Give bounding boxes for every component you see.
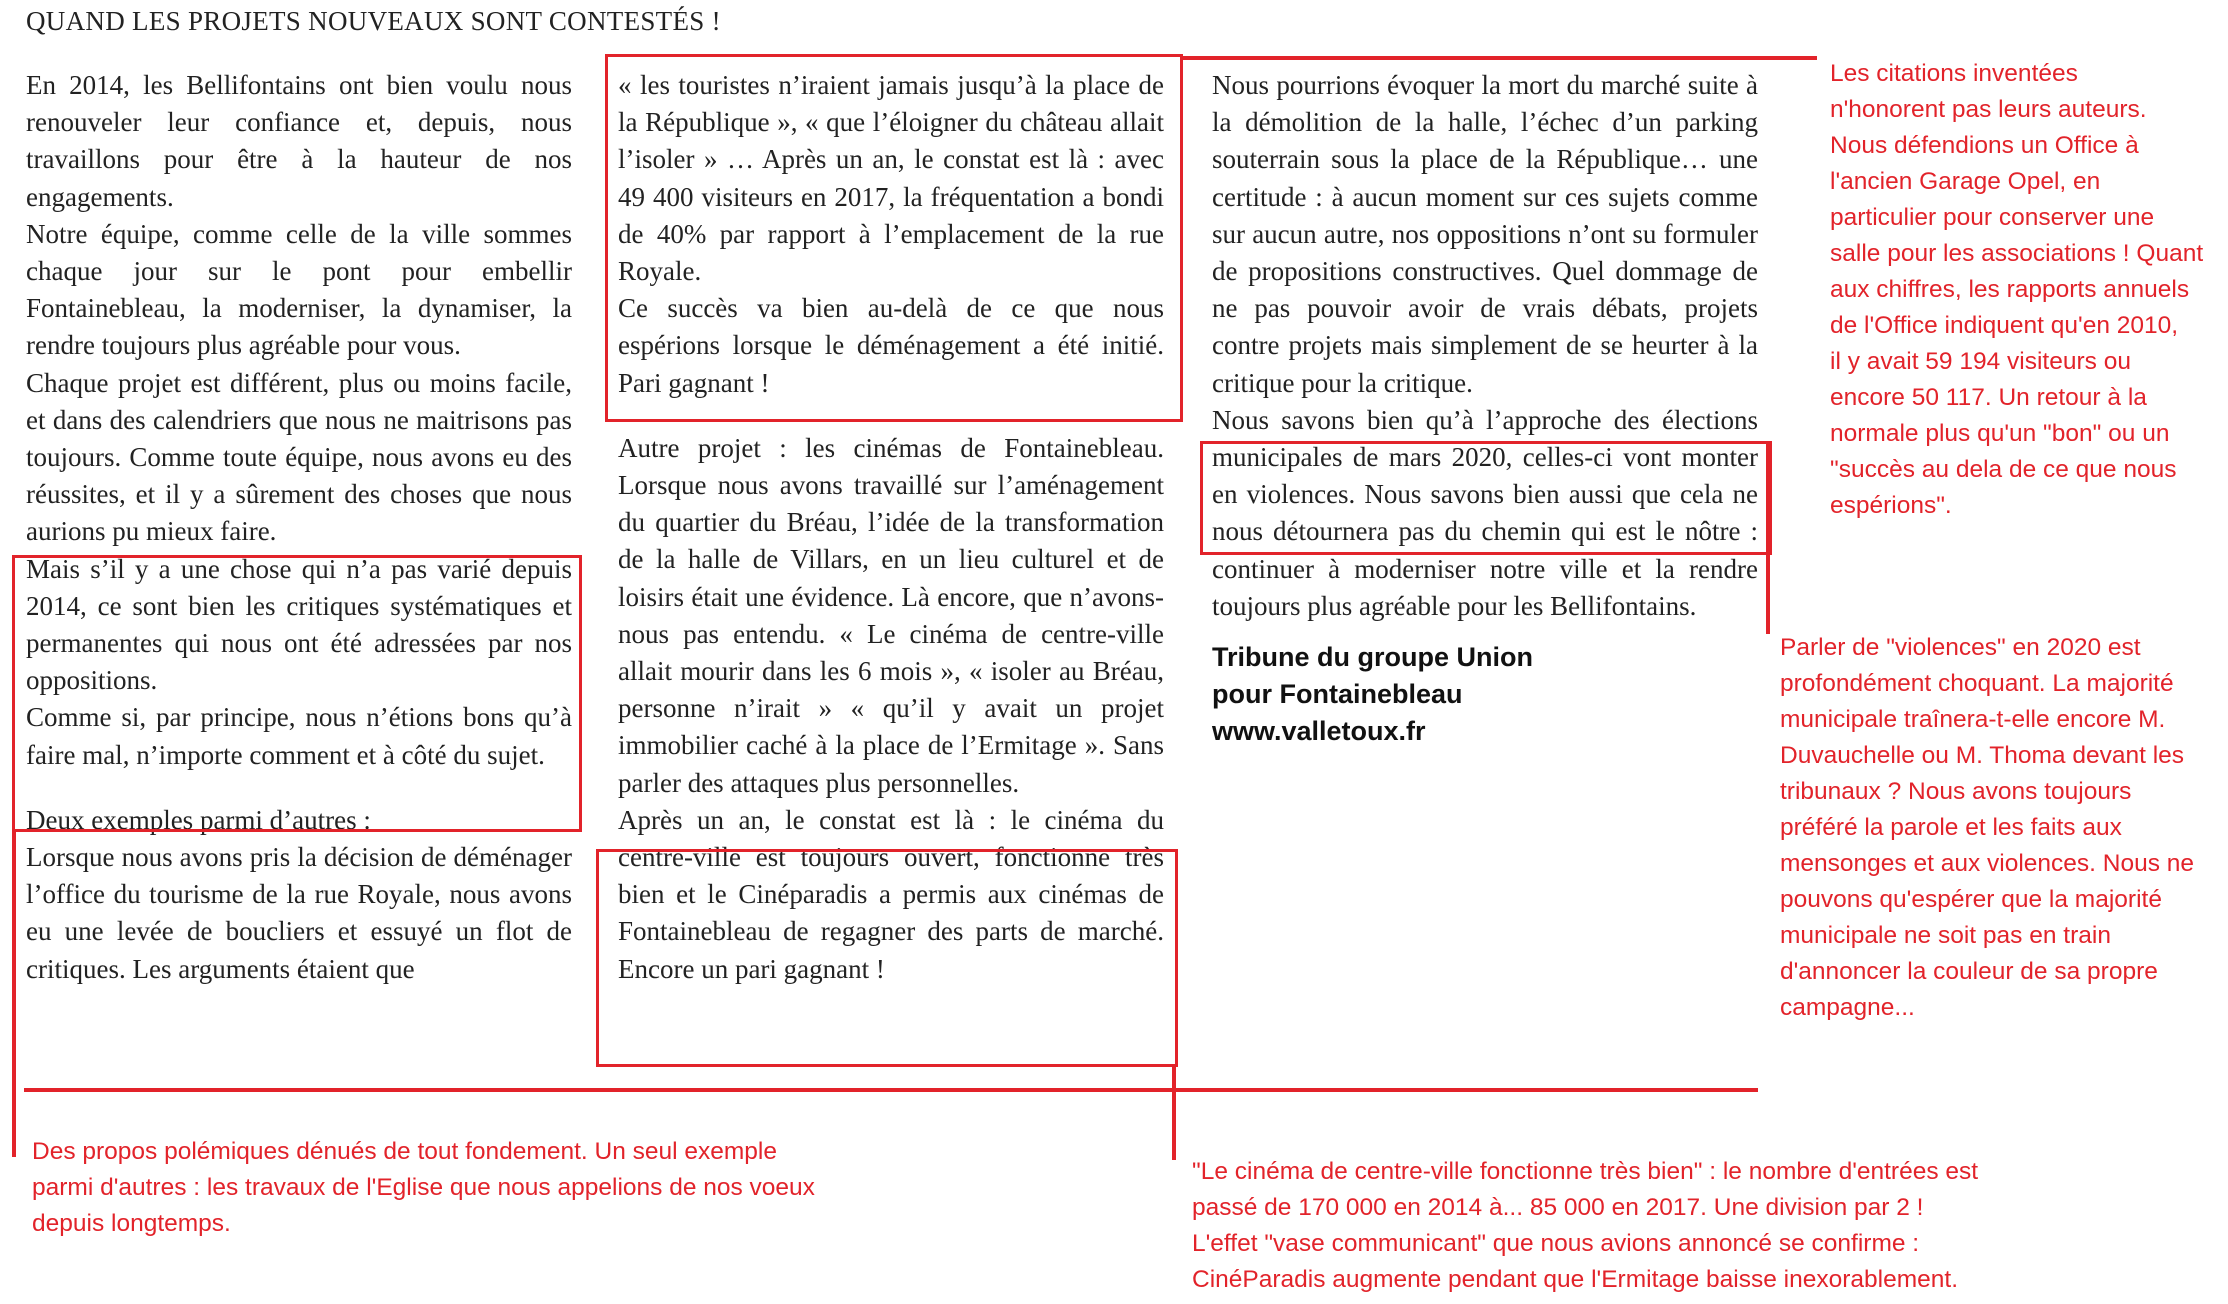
column-1 bbox=[26, 67, 572, 988]
col2-paragraph-2: Ce succès va bien au-delà de ce que nous espérions lorsque le déménagement a été initié. Pari gagnant ! bbox=[618, 293, 1164, 398]
signature-block bbox=[1212, 639, 1758, 750]
separator-line-bottom bbox=[24, 1088, 1758, 1092]
signature-website: www.valletoux.fr bbox=[1212, 716, 1426, 747]
col2-paragraph-1: « les touristes n’iraient jamais jusqu’à la place de la République », « que l’éloigner du château allait l’isoler » … Après un an, le constat est là : avec 49 400 visiteurs en 2017, la fréquentation a bondi de 40% par rapport à l’emplacement de la rue Royale. bbox=[618, 70, 1164, 287]
connector-line-left-vertical bbox=[12, 830, 16, 1157]
col1-paragraph-4: Mais s’il y a une chose qui n’a pas varié depuis 2014, ce sont bien les critiques systématiques et permanentes qui nous ont été adressées par nos oppositions. bbox=[26, 553, 572, 696]
connector-line-cinema bbox=[1172, 1065, 1176, 1160]
article-title: QUAND LES PROJETS NOUVEAUX SONT CONTESTÉS ! bbox=[26, 6, 721, 36]
col1-paragraph-3: Chaque projet est différent, plus ou moins facile, et dans des calendriers que nous ne maitrisons pas toujours. Comme toute équipe, nous avons eu des réussites, et il y a sûrement des choses que nous aurions pu mieux faire. bbox=[26, 367, 572, 547]
col1-paragraph-2: Notre équipe, comme celle de la ville sommes chaque jour sur le pont pour embellir Fontainebleau, la moderniser, la dynamiser, la rendre toujours plus agréable pour vous. bbox=[26, 218, 572, 361]
annotation-note-criticism: Des propos polémiques dénués de tout fondement. Un seul exemple parmi d'autres : les travaux de l'Eglise que nous appelions de nos voeux depuis longtemps. bbox=[32, 1138, 815, 1237]
connector-line-violences bbox=[1766, 441, 1770, 634]
signature-line-1: Tribune du groupe Union bbox=[1212, 642, 1533, 673]
col3-paragraph-1: Nous pourrions évoquer la mort du marché suite à la démolition de la halle, l’échec d’un parking souterrain sous la place de la République… une certitude : à aucun moment sur ces sujets comme sur aucun autre, nos oppositions n’ont su formuler de propositions constructives. Quel dommage de ne pas pouvoir avoir de vrais débats, projets contre projets mais simplement de se heurter à la critique pour la critique. bbox=[1212, 70, 1758, 398]
col3-paragraph-2: Nous savons bien qu’à l’approche des élections municipales de mars 2020, celles-ci vont monter en violences. Nous savons bien aussi que cela ne nous détournera pas du chemin qui est le nôtre : continuer à moderniser notre ville et la rendre toujours plus agréable pour les Bellifontains. bbox=[1212, 404, 1758, 621]
col2-paragraph-4: Après un an, le constat est là : le cinéma du centre-ville est toujours ouvert, fonctionne très bien et le Cinéparadis a permis aux cinémas de Fontainebleau de regagner des parts de marché. Encore un pari gagnant ! bbox=[618, 804, 1164, 984]
highlight-box-tourism bbox=[605, 54, 1183, 422]
col1-paragraph-5: Comme si, par principe, nous n’étions bons qu’à faire mal, n’importe comment et à côté du sujet. bbox=[26, 702, 572, 770]
signature-line-2: pour Fontainebleau bbox=[1212, 679, 1463, 710]
column-3 bbox=[1212, 67, 1758, 750]
annotation-note-cinema: "Le cinéma de centre-ville fonctionne très bien" : le nombre d'entrées est passé de 170 000 en 2014 à... 85 000 en 2017. Une division par 2 ! L'effet "vase communicant" que nous avions annoncé se confirme : CinéParadis augmente pendant que l'Ermitage baisse inexorablement. bbox=[1192, 1158, 1979, 1293]
highlight-box-criticism bbox=[12, 555, 582, 832]
annotation-note-tourism: Les citations inventées n'honorent pas leurs auteurs. Nous défendions un Office à l'ancien Garage Opel, en particulier pour conserver une salle pour les associations ! Quant aux chiffres, les rapports annuels de l'Office indiquent qu'en 2010, il y avait 59 194 visiteurs ou encore 50 117. Un retour à la normale plus qu'un "bon" ou un "succès au dela de ce que nous espérions". bbox=[1830, 60, 2204, 519]
col1-paragraph-1: En 2014, les Bellifontains ont bien voulu nous renouveler leur confiance et, depuis, nous travaillons pour être à la hauteur de nos engagements. bbox=[26, 70, 572, 212]
highlight-box-violences bbox=[1200, 441, 1772, 555]
annotation-note-violences: Parler de "violences" en 2020 est profondément choquant. La majorité municipale traînera-t-elle encore M. Duvauchelle ou M. Thoma devant les tribunaux ? Nous avons toujours préféré la parole et les faits aux mensonges et aux violences. Nous ne pouvons qu'espérer que la majorité municipale ne soit pas en train d'annoncer la couleur de sa propre campagne... bbox=[1780, 634, 2195, 1021]
col2-paragraph-3: Autre projet : les cinémas de Fontainebleau. Lorsque nous avons travaillé sur l’aménagement du quartier du Bréau, l’idée de la transformation de la halle de Villars, en un lieu culturel et de loisirs était une évidence. Là encore, que n’avons-nous pas entendu. « Le cinéma de centre-ville allait mourir dans les 6 mois », « isoler au Bréau, personne n’irait » « qu’il y avait un projet immobilier caché à la place de l’Ermitage ». Sans parler des attaques plus personnelles. bbox=[618, 432, 1164, 798]
col1-paragraph-7: Lorsque nous avons pris la décision de déménager l’office du tourisme de la rue Royale, nous avons eu une levée de boucliers et essuyé un flot de critiques. Les arguments étaient que bbox=[26, 842, 572, 984]
col1-paragraph-6: Deux exemples parmi d’autres : bbox=[26, 804, 371, 835]
connector-line-tourism bbox=[1181, 56, 1817, 60]
highlight-box-cinema bbox=[596, 849, 1178, 1067]
